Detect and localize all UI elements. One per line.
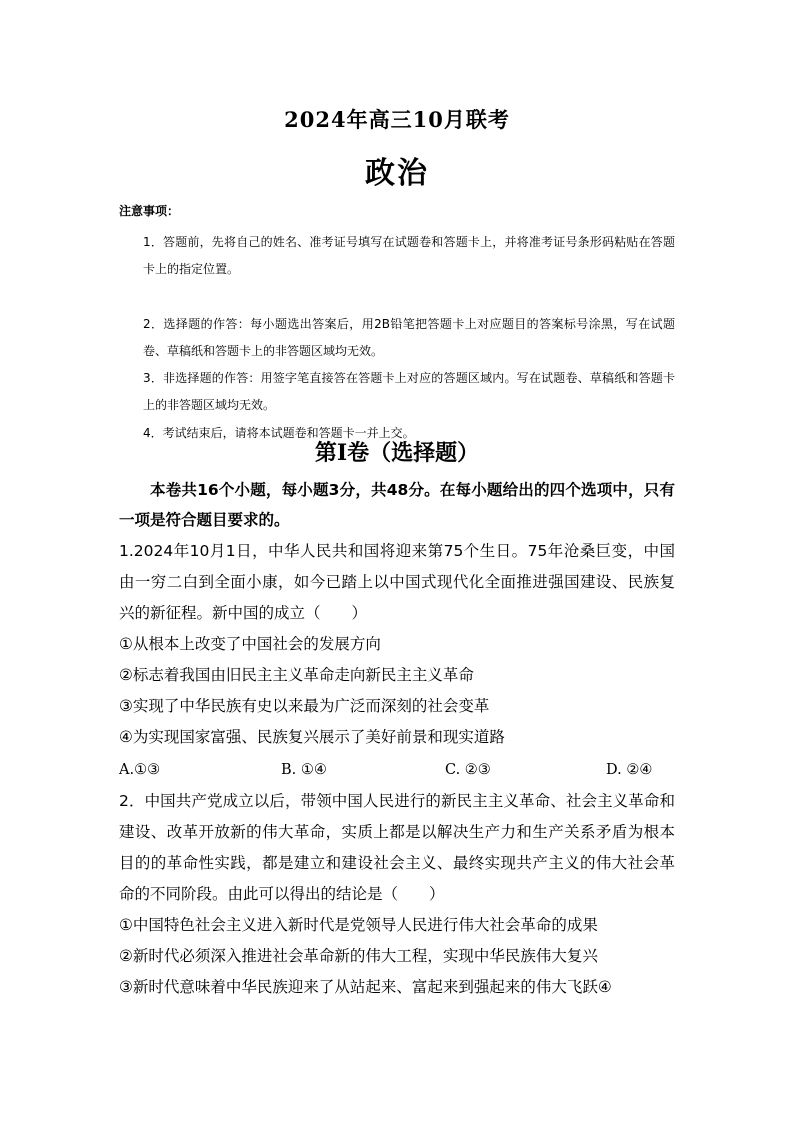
- option-c: C. ②③: [445, 762, 491, 778]
- section-title: 第Ⅰ卷（选择题）: [314, 440, 480, 466]
- question-1: [119, 536, 675, 753]
- statement: ②标志着我国由旧民主主义革命走向新民主主义革命: [119, 666, 474, 684]
- statement: ①从根本上改变了中国社会的发展方向: [119, 635, 381, 653]
- statement: ①中国特色社会主义进入新时代是党领导人民进行伟大社会革命的成果: [119, 916, 598, 934]
- option-a: A.①③: [119, 762, 161, 778]
- question-stem: 2．中国共产党成立以后，带领中国人民进行的新民主主义革命、社会主义革命和建设、改革开放新的伟大革命，实质上都是以解决生产力和生产关系矛盾为根本目的的革命性实践，都是建立和建设社会主义、最终实现共产主义的伟大社会革命的不同阶段。由此可以得出的结论是（ ）: [119, 792, 675, 903]
- statement: ②新时代必须深入推进社会革命新的伟大工程，实现中华民族伟大复兴: [119, 947, 598, 965]
- question-2: [119, 786, 675, 1003]
- option-d: D. ②④: [606, 762, 653, 778]
- subject-title: 政治: [365, 156, 429, 191]
- notice-item: 2．选择题的作答：每小题选出答案后，用2B铅笔把答题卡上对应题目的答案标号涂黑，写在试题卷、草稿纸和答题卡上的非答题区域均无效。: [143, 317, 675, 358]
- notice-item: 1．答题前，先将自己的姓名、准考证号填写在试题卷和答题卡上，并将准考证号条形码粘贴在答题卡上的指定位置。: [143, 235, 675, 276]
- exam-title: 2024年高三10月联考: [284, 107, 510, 132]
- notice-item: 4．考试结束后，请将本试题卷和答题卡一并上交。: [143, 426, 415, 440]
- question-stem: 1.2024年10月1日，中华人民共和国将迎来第75个生日。75年沧桑巨变，中国由一穷二白到全面小康，如今已踏上以中国式现代化全面推进强国建设、民族复兴的新征程。新中国的成立（ ）: [119, 542, 675, 622]
- notice-heading: 注意事项：: [119, 204, 180, 218]
- statement: ③实现了中华民族有史以来最为广泛而深刻的社会变革: [119, 697, 490, 715]
- statement: ③新时代意味着中华民族迎来了从站起来、富起来到强起来的伟大飞跃④: [119, 978, 612, 996]
- statement: ④为实现国家富强、民族复兴展示了美好前景和现实道路: [119, 728, 505, 746]
- option-b: B. ①④: [281, 762, 327, 778]
- section-instructions: 本卷共16个小题，每小题3分，共48分。在每小题给出的四个选项中，只有一项是符合题目要求的。: [119, 481, 675, 529]
- notice-item: 3．非选择题的作答：用签字笔直接答在答题卡上对应的答题区域内。写在试题卷、草稿纸和答题卡上的非答题区域均无效。: [143, 371, 675, 412]
